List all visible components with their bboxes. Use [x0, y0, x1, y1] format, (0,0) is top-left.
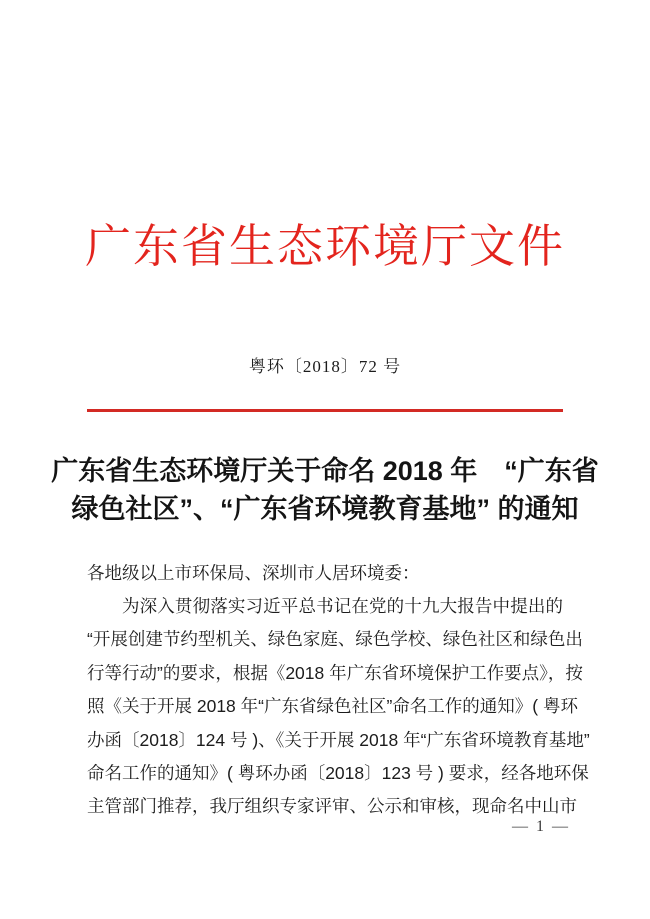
body-paragraph — [87, 590, 590, 824]
body-line-5: 办函〔2018〕124 号 )、《关于开展 2018 年“广东省环境教育基地” — [87, 729, 590, 750]
body-line-7: 主管部门推荐，我厅组织专家评审、公示和审核，现命名中山市 — [87, 796, 577, 817]
agency-header-title: 广东省生态环境厅文件 — [85, 221, 565, 272]
notice-title — [40, 452, 610, 528]
body-line-2: “开展创建节约型机关、绿色家庭、绿色学校、绿色社区和绿色出 — [87, 629, 583, 650]
body-line-4: 照《关于开展 2018 年“广东省绿色社区”命名工作的通知》( 粤环 — [87, 696, 578, 717]
header-divider-line — [87, 409, 563, 412]
page-number: — 1 — — [512, 818, 570, 835]
document-number: 粤环〔2018〕72 号 — [248, 357, 402, 376]
notice-title-line-2: 绿色社区”、“广东省环境教育基地” 的通知 — [71, 494, 579, 524]
salutation-line: 各地级以上市环保局、深圳市人居环境委： — [87, 563, 420, 583]
notice-title-line-1: 广东省生态环境厅关于命名 2018 年 “广东省 — [51, 456, 599, 486]
body-line-3: 行等行动”的要求，根据《2018 年广东省环境保护工作要点》，按 — [87, 662, 583, 683]
body-line-6: 命名工作的通知》( 粤环办函〔2018〕123 号 ) 要求，经各地环保 — [87, 763, 589, 784]
body-line-1: 为深入贯彻落实习近平总书记在党的十九大报告中提出的 — [122, 596, 563, 616]
